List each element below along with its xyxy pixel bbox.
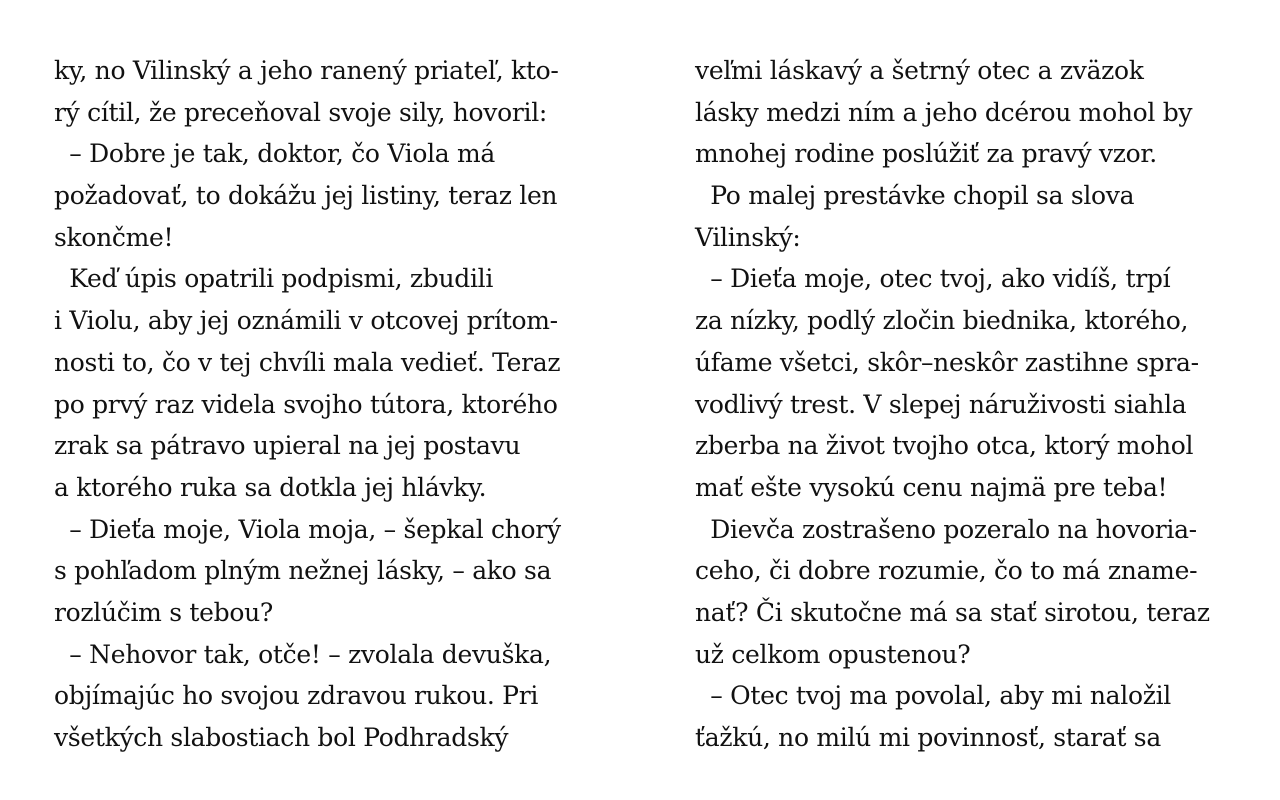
text-line: Vilinský: xyxy=(695,222,801,252)
text-line: zberba na život tvojho otca, ktorý mohol xyxy=(695,431,1194,461)
text-line: objímajúc ho svojou zdravou rukou. Pri xyxy=(54,681,539,711)
text-line: ceho, či dobre rozumie, čo to má zname- xyxy=(695,556,1198,586)
right-text-column xyxy=(695,50,1255,759)
text-line: už celkom opustenou? xyxy=(695,639,971,669)
text-line: vodlivý trest. V slepej náruživosti siahla xyxy=(695,389,1187,419)
text-line: skončme! xyxy=(54,222,174,252)
text-line: – Dieťa moje, Viola moja, – šepkal chorý xyxy=(54,514,561,544)
text-line: Keď úpis opatrili podpismi, zbudili xyxy=(54,264,494,294)
text-line: Dievča zostrašeno pozeralo na hovoria- xyxy=(695,514,1197,544)
text-line: lásky medzi ním a jeho dcérou mohol by xyxy=(695,97,1193,127)
text-line: – Otec tvoj ma povolal, aby mi naložil xyxy=(695,681,1171,711)
text-line: po prvý raz videla svojho tútora, ktorého xyxy=(54,389,558,419)
text-line: rozlúčim s tebou? xyxy=(54,597,273,627)
text-line: za nízky, podlý zločin biednika, ktorého, xyxy=(695,306,1189,336)
text-line: Po malej prestávke chopil sa slova xyxy=(695,181,1135,211)
text-line: – Nehovor tak, otče! – zvolala devuška, xyxy=(54,639,552,669)
text-line: zrak sa pátravo upieral na jej postavu xyxy=(54,431,521,461)
text-line: ťažkú, no milú mi povinnosť, starať sa xyxy=(695,723,1161,752)
text-line: mať ešte vysokú cenu najmä pre teba! xyxy=(695,472,1168,502)
text-line: požadovať, to dokážu jej listiny, teraz len xyxy=(54,181,558,211)
text-line: nosti to, čo v tej chvíli mala vedieť. Teraz xyxy=(54,347,561,377)
text-line: nať? Či skutočne má sa stať sirotou, teraz xyxy=(695,597,1210,627)
text-line: a ktorého ruka sa dotkla jej hlávky. xyxy=(54,472,487,502)
text-line: veľmi láskavý a šetrný otec a zväzok xyxy=(695,56,1144,85)
text-line: rý cítil, že preceňoval svoje sily, hovoril: xyxy=(54,97,548,127)
text-line: – Dieťa moje, otec tvoj, ako vidíš, trpí xyxy=(695,264,1171,294)
text-line: s pohľadom plným nežnej lásky, – ako sa xyxy=(54,556,552,586)
text-line: – Dobre je tak, doktor, čo Viola má xyxy=(54,139,496,169)
left-text-column xyxy=(54,50,614,759)
text-line: úfame všetci, skôr–neskôr zastihne spra- xyxy=(695,347,1199,377)
text-line: všetkých slabostiach bol Podhradský xyxy=(54,723,509,752)
text-line: i Violu, aby jej oznámili v otcovej prítom- xyxy=(54,306,558,336)
text-line: ky, no Vilinský a jeho ranený priateľ, kto- xyxy=(54,56,559,85)
text-line: mnohej rodine poslúžiť za pravý vzor. xyxy=(695,139,1157,169)
